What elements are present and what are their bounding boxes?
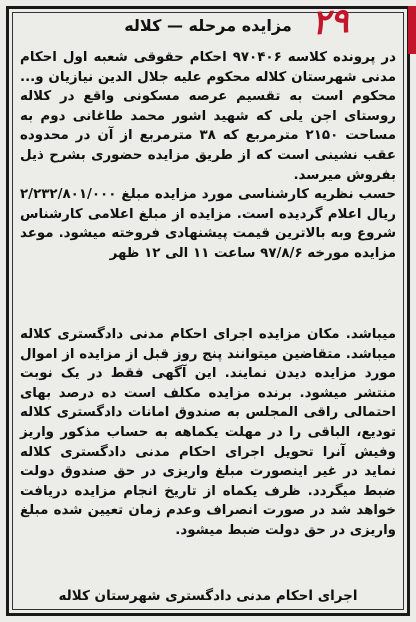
notice-upper-block	[20, 48, 396, 264]
notice-title: مزایده مرحله — کلاله	[124, 16, 292, 35]
paragraph-case-details: در پرونده کلاسه ۹۷۰۴۰۶ احکام حقوقی شعبه اول احکام مدنی شهرستان کلاله محکوم علیه جلال الدین نیازیان و... محکوم است به تقسیم عرصه مسکونی واقع در کلاله روستای اجن یلی که شهید اشور محمد طاغانی دوم به مساحت ۲۱۵۰ مترمربع که ۳۸ مترمربع از آن در محدوده عقب نشینی است که از طریق مزایده حضوری بشرح ذیل بفروش میرسد.	[20, 50, 396, 183]
handwritten-number: ۲۹	[310, 0, 350, 44]
column-gutter	[20, 316, 396, 322]
paragraph-terms: میباشد. مکان مزایده اجرای احکام مدنی دادگستری کلاله میباشد. متقاضین میتوانند پنج روز قبل از مزایده از اموال مورد مزایده دیدن نمایند. این آگهی فقط در یک نوبت منتشر میشود. برنده مزایده مکلف است ده درصد بهای احتمالی راقی المجلس به صندوق امانات دادگستری کلاله تودیع، الباقی را در مهلت یکماهه به حساب مذکور واریز وفیش آنرا تحویل اجرای احکام مدنی دادگستری کلاله نماید در غیر اینصورت مبلغ واریزی در حق صندوق دولت ضبط میگردد. ظرف یکماه از تاریخ انجام مزایده دریافت خواهد شد در صورت انصراف وعدم زمان تعیین شده مبلغ واریزی در حق دولت ضبط میشود.	[20, 327, 396, 538]
notice-signature: اجرای احکام مدنی دادگستری شهرستان کلاله	[58, 588, 358, 604]
paragraph-valuation: حسب نظریه کارشناسی مورد مزایده مبلغ ۲/۲۳۲/۸۰۱/۰۰۰ ریال اعلام گردیده است. مزایده از مبلغ اعلامی کارشناس شروع وبه بالاترین قیمت پیشنهادی فروخته میشود. موعد مزایده مورخه ۹۷/۸/۶ ساعت ۱۱ الی ۱۲ ظهر	[20, 187, 396, 261]
notice-lower-block	[20, 325, 396, 541]
